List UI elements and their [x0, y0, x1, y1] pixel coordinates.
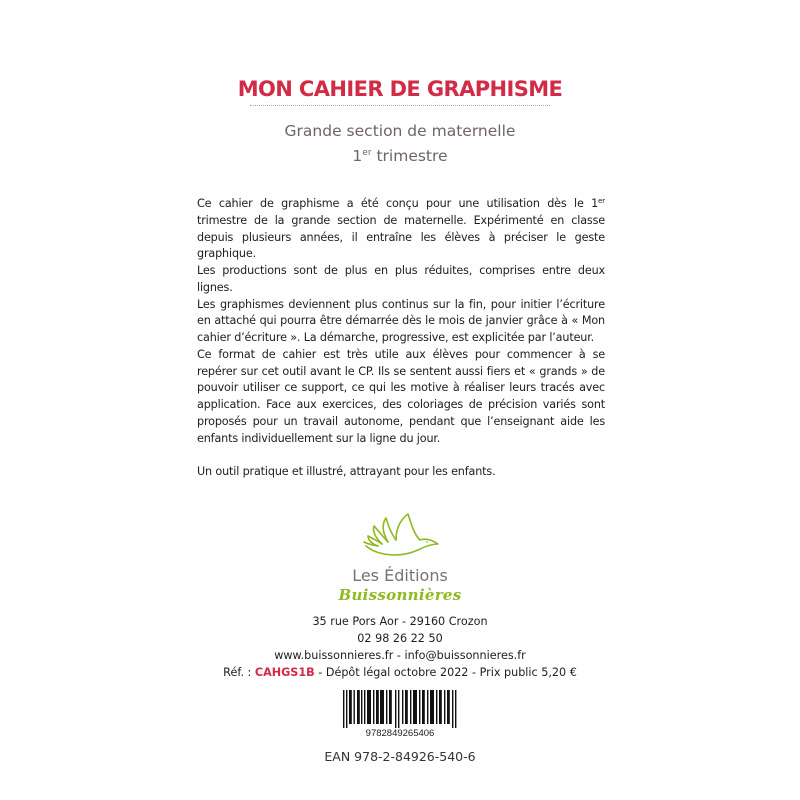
description-paragraph: Les graphismes deviennent plus continus sur la fin, pour initier l’écriture en attaché qui pourra être démarrée dès le mois de janvier grâce à « Mon cahier d’écriture ». La démarche, progressive, est explicitée par l’auteur.: [197, 297, 605, 344]
publisher-name: Les Éditions: [352, 566, 448, 585]
term-label: trimestre: [371, 147, 448, 165]
description-paragraph: Les productions sont de plus en plus réduites, comprises entre deux lignes.: [197, 264, 605, 294]
publisher-web-email: www.buissonnieres.fr - info@buissonnieres.fr: [274, 649, 526, 662]
publisher-phone: 02 98 26 22 50: [357, 632, 443, 645]
book-title: MON CAHIER DE GRAPHISME: [237, 77, 563, 101]
publisher-name-script: Buissonnières: [338, 586, 462, 604]
ean-number: EAN 978-2-84926-540-6: [324, 749, 476, 764]
ref-code: CAHGS1B: [254, 666, 315, 679]
ref-label: Réf. :: [223, 666, 255, 679]
description-paragraph: Ce format de cahier est très utile aux élèves pour commencer à se repérer sur cet outil avant le CP. Ils se sentent aussi fiers et « grands » de pouvoir utiliser ce support, ce qui les motive à réaliser leurs tracés avec application. Face aux exercices, des coloriages de précision variés sont proposés pour un travail autonome, pendant que l’enseignant aide les enfants individuellement sur la ligne du jour.: [197, 347, 605, 445]
description-block: [197, 196, 605, 481]
reference-line: [0, 665, 800, 681]
subtitle-level: Grande section de maternelle: [284, 122, 516, 140]
term-number: 1: [352, 147, 363, 165]
description-tagline: Un outil pratique et illustré, attrayant pour les enfants.: [197, 465, 496, 478]
description-paragraph: Ce cahier de graphisme a été conçu pour une utilisation dès le 1er trimestre de la grande section de maternelle. Expérimenté en classe depuis plusieurs années, il entraîne les élèves à préciser le geste graphique.: [197, 197, 605, 261]
ref-details: - Dépôt légal octobre 2022 - Prix public 5,20 €: [314, 666, 577, 679]
barcode-digits: 9782849265406: [365, 728, 435, 739]
bird-book-icon: [360, 512, 440, 560]
publisher-address: 35 rue Pors Aor - 29160 Crozon: [312, 615, 488, 628]
barcode-icon: [340, 690, 460, 728]
subtitle-term: [0, 146, 800, 166]
term-ordinal: er: [362, 148, 372, 158]
dotted-divider: [250, 105, 550, 106]
